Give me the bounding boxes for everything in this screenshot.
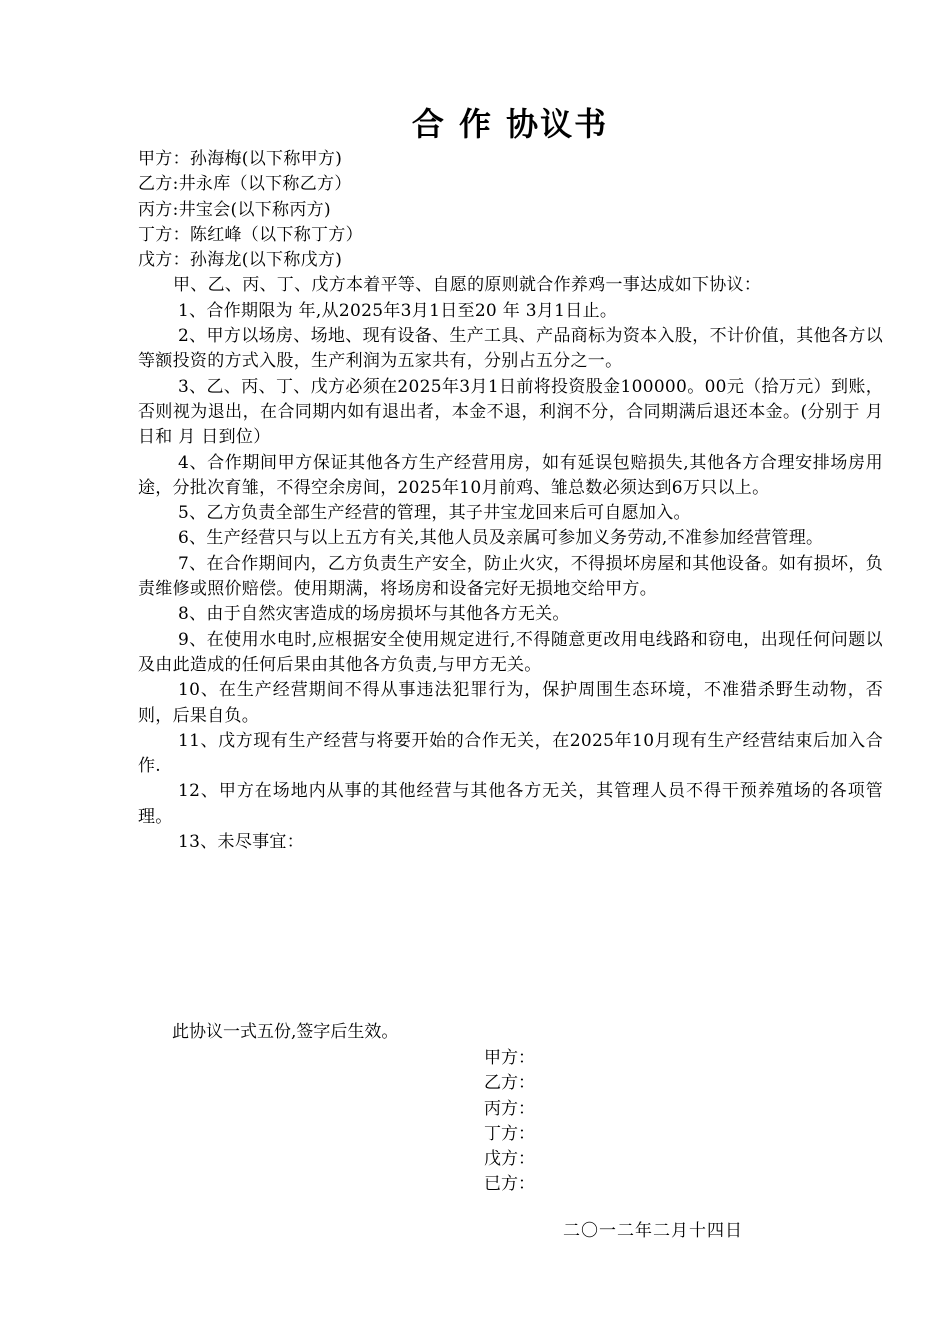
clause-13: 13、未尽事宜：	[178, 832, 305, 853]
signature-line-jia: 甲方：	[484, 1048, 535, 1068]
clause-3: 3、乙、丙、丁、戊方必须在2025年3月1日前将投资股金100000。00元（拾万元）到账，否则视为退出，在合同期内如有退出者，本金不退，利润不分，合同期满后退还本金。(分别于 月 日和 月 日到位）	[138, 376, 883, 448]
clause-12: 12、甲方在场地内从事的其他经营与其他各方无关，其管理人员不得干预养殖场的各项管理。	[138, 781, 883, 827]
clause-10: 10、在生产经营期间不得从事违法犯罪行为，保护周围生态环境，不准猎杀野生动物，否则，后果自负。	[138, 680, 883, 726]
party-line-wu: 戊方：孙海龙(以下称戊方)	[138, 250, 343, 271]
signature-line-wu: 戊方：	[484, 1149, 535, 1170]
signing-date: 二〇一二年二月十四日	[563, 1221, 743, 1241]
party-line-yi: 乙方:井永库（以下称乙方）	[138, 174, 352, 195]
signature-block	[484, 1046, 535, 1198]
clause-4: 4、合作期间甲方保证其他各方生产经营用房，如有延误包赔损失,其他各方合理安排场房用途，分批次育雏，不得空余房间，2025年10月前鸡、雏总数必须达到6万只以上。	[138, 452, 883, 498]
clause-6: 6、生产经营只与以上五方有关,其他人员及亲属可参加义务劳动,不准参加经营管理。	[178, 528, 824, 549]
signature-line-yi: 乙方：	[484, 1073, 535, 1094]
clause-5: 5、乙方负责全部生产经营的管理，其子井宝龙回来后可自愿加入。	[178, 503, 691, 524]
clause-1: 1、合作期限为 年,从2025年3月1日至20 年 3月1日止。	[178, 300, 618, 321]
party-line-jia: 甲方：孙海梅(以下称甲方)	[138, 149, 343, 169]
agreement-body	[138, 147, 883, 855]
clause-7: 7、在合作期间内，乙方负责生产安全，防止火灾，不得损坏房屋和其他设备。如有损坏，负责维修或照价赔偿。使用期满，将场房和设备完好无损地交给甲方。	[138, 553, 883, 600]
clause-11: 11、戊方现有生产经营与将要开始的合作无关，在2025年10月现有生产经营结束后加入合作.	[138, 730, 883, 777]
document-title: 合 作 协议书	[411, 105, 609, 143]
signature-line-ji: 已方：	[484, 1174, 535, 1195]
clause-2: 2、甲方以场房、场地、现有设备、生产工具、产品商标为资本入股，不计价值，其他各方以等额投资的方式入股，生产利润为五家共有，分别占五分之一。	[138, 326, 883, 372]
clause-9: 9、在使用水电时,应根据安全使用规定进行,不得随意更改用电线路和窃电，出现任何问题以及由此造成的任何后果由其他各方负责,与甲方无关。	[138, 629, 883, 675]
party-line-ding: 丁方：陈红峰（以下称丁方）	[138, 224, 363, 245]
party-line-bing: 丙方:井宝会(以下称丙方)	[138, 199, 331, 220]
closing-statement: 此协议一式五份,签字后生效。	[172, 1022, 399, 1042]
preamble: 甲、乙、丙、丁、戊方本着平等、自愿的原则就合作养鸡一事达成如下协议：	[173, 275, 762, 296]
signature-line-bing: 丙方：	[484, 1098, 535, 1119]
signature-line-ding: 丁方：	[484, 1123, 535, 1144]
clause-8: 8、由于自然灾害造成的场房损坏与其他各方无关。	[178, 604, 570, 625]
